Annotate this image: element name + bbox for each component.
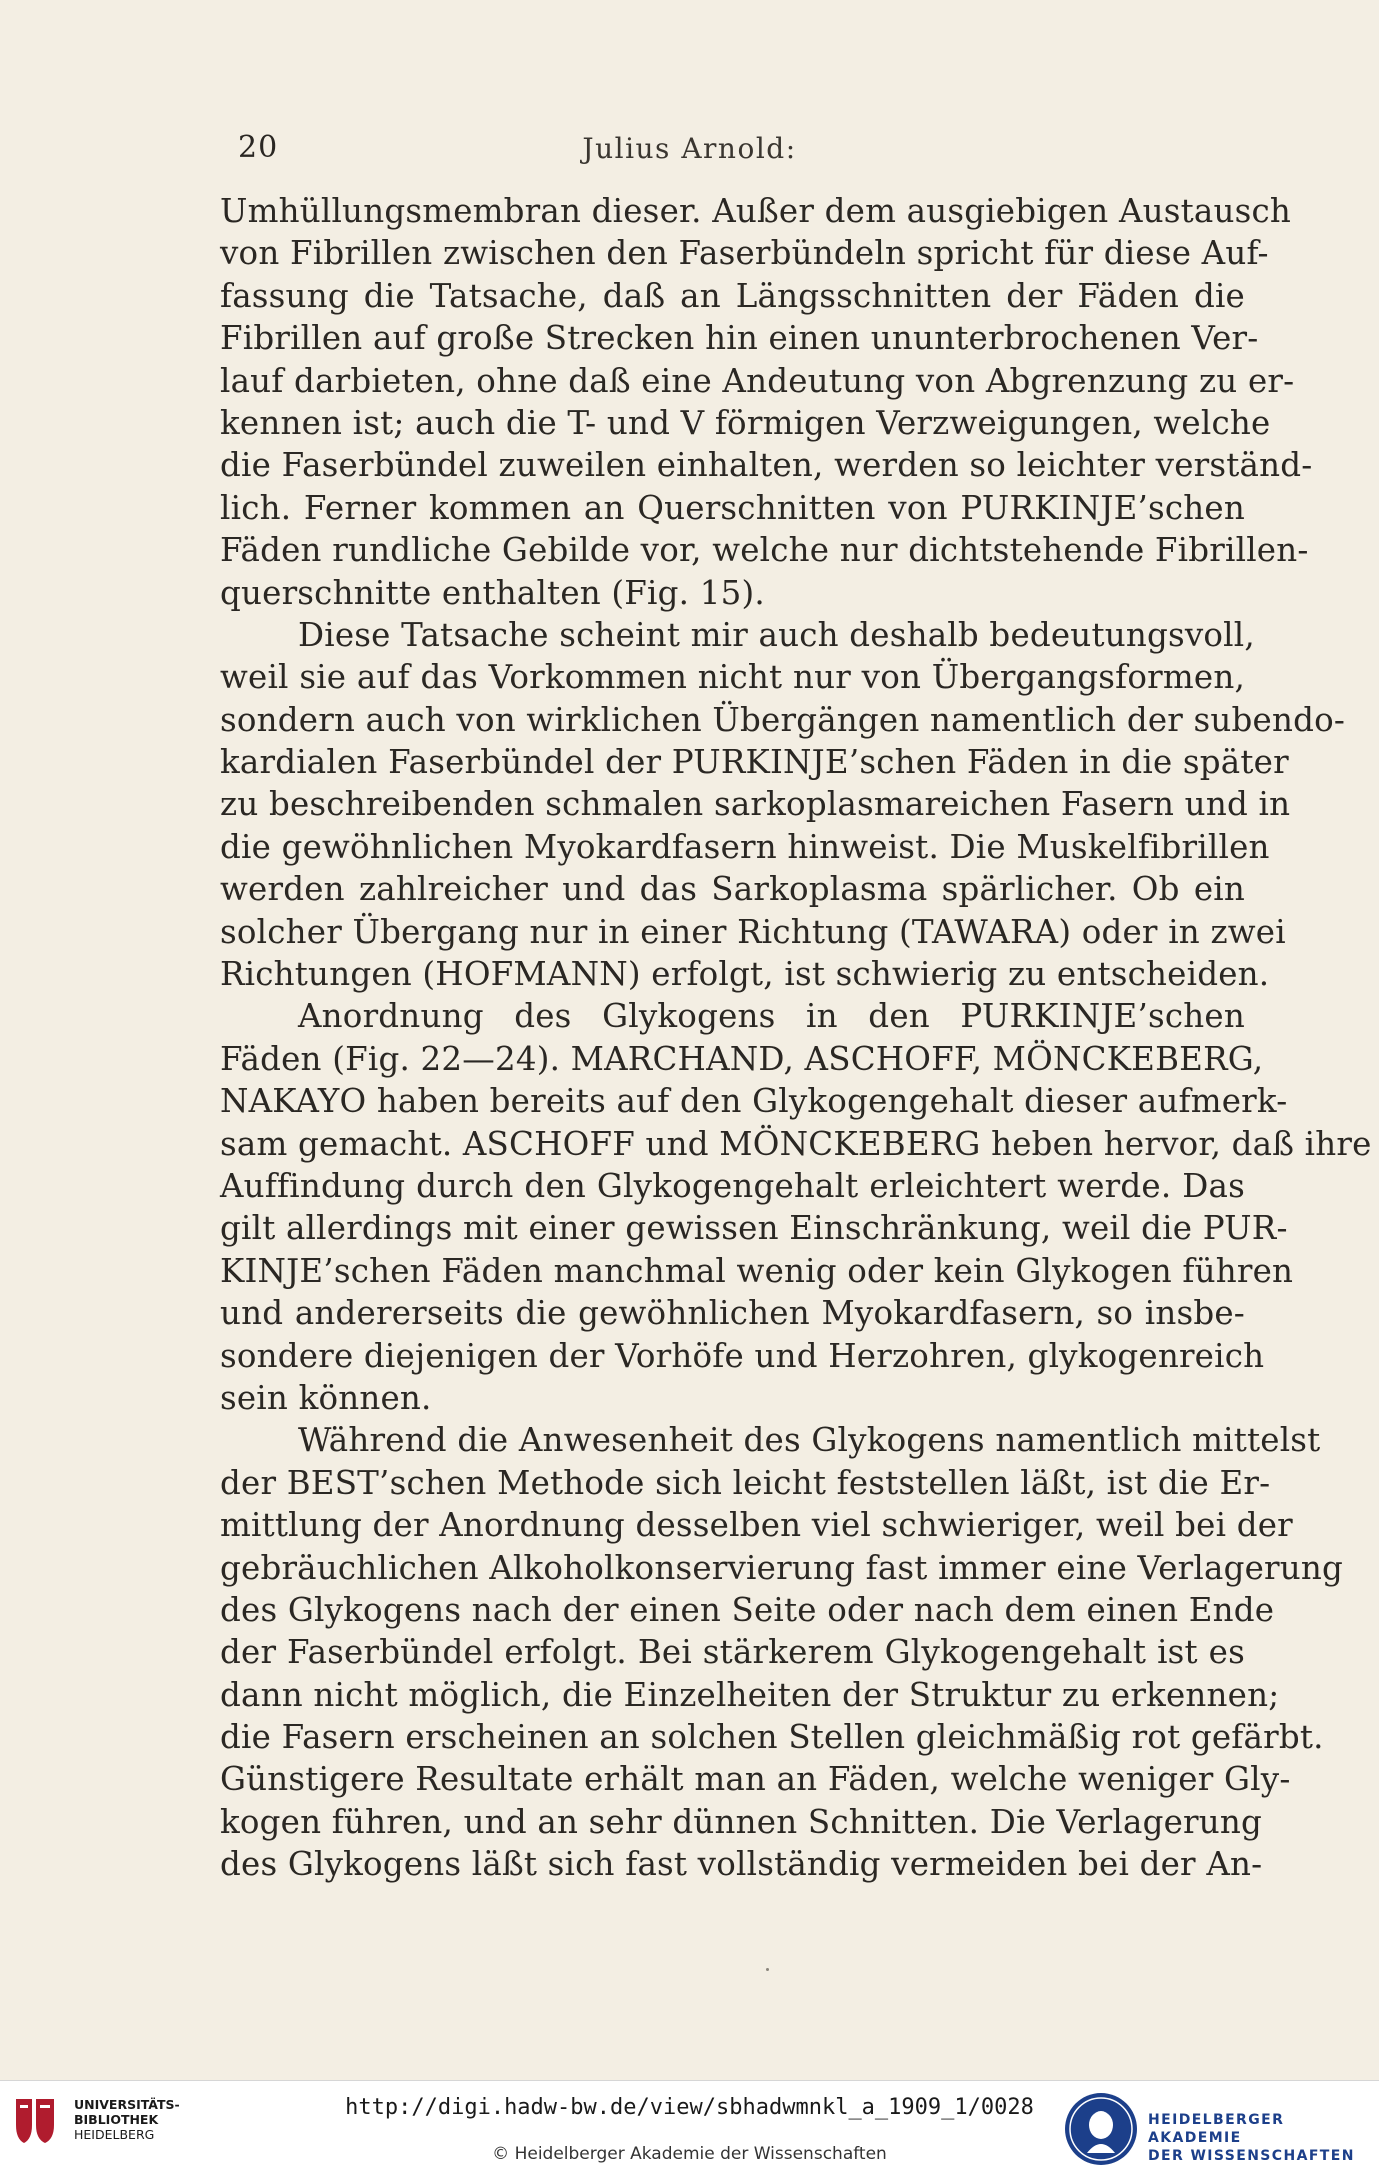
academy-name [1148,2111,1379,2165]
text-line: Während die Anwesenheit des Glykogens namentlich mittelst [298,1421,1321,1460]
body-text [220,190,1372,1886]
permalink-url[interactable]: http://digi.hadw-bw.de/view/sbhadwmnkl_a_1909_1/0028 [345,2095,1034,2120]
text-line: Richtungen (HOFMANN) erfolgt, ist schwierig zu entscheiden. [220,955,1270,994]
page-number: 20 [238,130,279,165]
text-line: lich. Ferner kommen an Querschnitten von PURKINJE’schen [220,488,1245,527]
text-line: Anordnung des Glykogens in den PURKINJE’schen [298,997,1245,1036]
academy-name-line-1: HEIDELBERGER AKADEMIE [1148,2112,1285,2146]
text-line: lauf darbieten, ohne daß eine Andeutung von Abgrenzung zu er- [220,361,1295,400]
library-name-line-2: BIBLIOTHEK [74,2112,159,2127]
text-line: Fäden (Fig. 22—24). MARCHAND, ASCHOFF, MÖNCKEBERG, [220,1039,1264,1078]
text-line: weil sie auf das Vorkommen nicht nur von Übergangsformen, [220,658,1245,697]
text-line: KINJE’schen Fäden manchmal wenig oder kein Glykogen führen [220,1251,1294,1290]
text-line: die gewöhnlichen Myokardfasern hinweist. Die Muskelfibrillen [220,827,1270,866]
text-line: Umhüllungsmembran dieser. Außer dem ausgiebigen Austausch [220,192,1291,230]
text-line: sein können. [220,1378,432,1417]
text-line: sam gemacht. ASCHOFF und MÖNCKEBERG heben hervor, daß ihre [220,1124,1372,1163]
text-line: fassung die Tatsache, daß an Längsschnitten der Fäden die [220,276,1245,315]
text-line: sondern auch von wirklichen Übergängen namentlich der subendo- [220,700,1346,739]
library-name-line-1: UNIVERSITÄTS- [74,2097,180,2112]
text-line: Fäden rundliche Gebilde vor, welche nur dichtstehende Fibrillen- [220,531,1309,570]
footer-bar [0,2080,1379,2178]
speck-mark [766,1968,769,1971]
text-line: querschnitte enthalten (Fig. 15). [220,573,765,612]
text-line: dann nicht möglich, die Einzelheiten der Struktur zu erkennen; [220,1675,1280,1714]
text-line: der Faserbündel erfolgt. Bei stärkerem Glykogengehalt ist es [220,1633,1245,1672]
text-line: kardialen Faserbündel der PURKINJE’schen Fäden in die später [220,743,1289,782]
running-head: Julius Arnold: [582,132,797,165]
text-line: die Faserbündel zuweilen einhalten, werden so leichter verständ- [220,446,1313,485]
library-name-line-3: HEIDELBERG [74,2127,155,2142]
text-line: Fibrillen auf große Strecken hin einen ununterbrochenen Ver- [220,319,1259,358]
text-line: solcher Übergang nur in einer Richtung (TAWARA) oder in zwei [220,912,1286,951]
academy-name-line-2: DER WISSENSCHAFTEN [1148,2148,1355,2164]
text-line: gebräuchlichen Alkoholkonservierung fast immer eine Verlagerung [220,1548,1344,1587]
text-line: kennen ist; auch die T- und V förmigen Verzweigungen, welche [220,403,1271,442]
copyright-notice: © Heidelberger Akademie der Wissenschaften [492,2144,887,2164]
text-line: von Fibrillen zwischen den Faserbündeln spricht für diese Auf- [220,234,1269,273]
text-line: zu beschreibenden schmalen sarkoplasmareichen Fasern und in [220,785,1291,824]
text-line: Günstigere Resultate erhält man an Fäden, welche weniger Gly- [220,1760,1291,1799]
text-line: werden zahlreicher und das Sarkoplasma spärlicher. Ob ein [220,870,1245,909]
text-line: NAKAYO haben bereits auf den Glykogengehalt dieser aufmerk- [220,1082,1288,1121]
academy-seal-icon [1063,2091,1139,2167]
text-line: gilt allerdings mit einer gewissen Einschränkung, weil die PUR- [220,1209,1288,1248]
text-line: Diese Tatsache scheint mir auch deshalb bedeutungsvoll, [298,615,1255,654]
text-line: kogen führen, und an sehr dünnen Schnitten. Die Verlagerung [220,1802,1263,1841]
text-line: die Fasern erscheinen an solchen Stellen gleichmäßig rot gefärbt. [220,1718,1324,1757]
text-line: mittlung der Anordnung desselben viel schwieriger, weil bei der [220,1506,1293,1545]
text-line: des Glykogens läßt sich fast vollständig vermeiden bei der An- [220,1845,1263,1884]
text-line: und andererseits die gewöhnlichen Myokardfasern, so insbe- [220,1294,1245,1333]
text-line: der BEST’schen Methode sich leicht feststellen läßt, ist die Er- [220,1463,1271,1502]
text-line: Auffindung durch den Glykogengehalt erleichtert werde. Das [220,1166,1245,1205]
text-line: sondere diejenigen der Vorhöfe und Herzohren, glykogenreich [220,1336,1265,1375]
text-line: des Glykogens nach der einen Seite oder nach dem einen Ende [220,1590,1275,1629]
